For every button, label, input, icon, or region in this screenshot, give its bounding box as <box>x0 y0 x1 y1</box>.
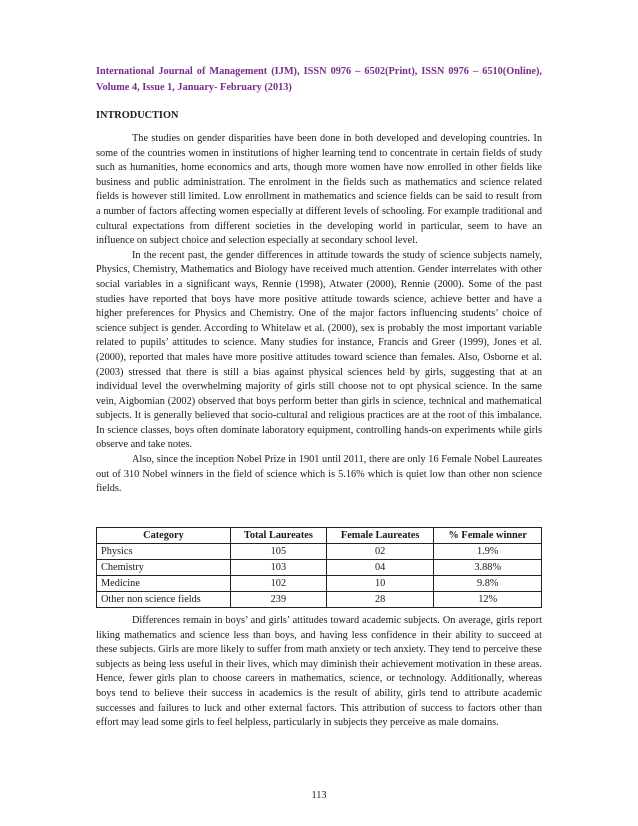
table-row <box>97 576 542 592</box>
cell-percent: 9.8% <box>434 576 542 592</box>
table-header-row <box>97 528 542 544</box>
cell-total: 103 <box>230 560 326 576</box>
paragraph: In the recent past, the gender differences in attitude towards the study of science subjects namely, Physics, Chemistry, Mathematics and Biology have received much attention. Gender interrelates with other social variables in a significant ways, Rennie (1998), Atwater (2000), Rennie (2000). Some of the past studies have reported that boys have more positive attitude towards science, achieve better and have a higher preferences for Physics and Chemistry. One of the major factors influencing students’ choice of science subject is gender. According to Whitelaw et al. (2000), sex is probably the most important variable related to pupils’ attitudes to science. Many studies for instance, Francis and Greer (1999), Jones et al. (2000), reported that males have more positive attitudes toward science than females. Also, Osborne et al. (2003) stressed that there is still a bias against physical sciences held by girls, suggesting that at an individual level the overwhelming majority of girls still choose not to opt physical science. In the same vein, Aigbomian (2002) observed that boys perform better than girls in science, technical and mathematical subjects. It is generally believed that socio-cultural and religious practices are at the root of this imbalance. In science classes, boys often dominate laboratory equipment, controlling hands-on experiments while girls observe and take notes. <box>96 249 542 451</box>
col-header-female: Female Laureates <box>326 528 434 544</box>
paragraph: Differences remain in boys’ and girls’ attitudes toward academic subjects. On average, girls report liking mathematics and science less than boys, and having less confidence in their ability to succeed at these subjects. Girls are more likely to suffer from math anxiety or tech anxiety. They tend to perceive these subjects as being less useful in their lives, which may diminish their achievement motivation in these areas. Hence, fewer girls plan to choose careers in mathematics, science, or technology. Additionally, whereas boys tend to believe their success in academics is the result of ability, girls tend to attribute academic successes and failures to luck and other external factors. This attribution of success to factors other than effort may lead some girls to feel helpless, particularly in subjects they perceive as male domains. <box>96 615 542 729</box>
cell-category: Medicine <box>97 576 231 592</box>
section-title: INTRODUCTION <box>96 110 179 121</box>
col-header-total: Total Laureates <box>230 528 326 544</box>
attitudes-body <box>96 614 542 731</box>
cell-female: 02 <box>326 544 434 560</box>
cell-percent: 1.9% <box>434 544 542 560</box>
cell-total: 102 <box>230 576 326 592</box>
paragraph: Also, since the inception Nobel Prize in 1901 until 2011, there are only 16 Female Nobel Laureates out of 310 Nobel winners in the field of science which is 5.16% which is quiet low than other non science fields. <box>96 454 542 495</box>
col-header-category: Category <box>97 528 231 544</box>
cell-category: Other non science fields <box>97 592 231 608</box>
cell-percent: 3.88% <box>434 560 542 576</box>
cell-category: Physics <box>97 544 231 560</box>
cell-percent: 12% <box>434 592 542 608</box>
cell-category: Chemistry <box>97 560 231 576</box>
cell-female: 10 <box>326 576 434 592</box>
paragraph: The studies on gender disparities have been done in both developed and developing countries. In some of the countries women in institutions of higher learning tend to concentrate in certain fields of study such as humanities, home economics and arts, though more women have now enrolled in other fields like business and public administration. The enrolment in the fields such as mathematics and science related fields is however still limited. Low enrollment in mathematics and science fields can be said to result from a number of factors affecting women especially at different levels of schooling. For example traditional and cultural expectations from different societies in the developing world in particular, seem to have an influence on subject choice and selection especially at secondary school level. <box>96 133 542 247</box>
table-row <box>97 544 542 560</box>
nobel-laureates-table <box>96 527 542 608</box>
intro-body <box>96 132 542 497</box>
journal-header: International Journal of Management (IJM), ISSN 0976 – 6502(Print), ISSN 0976 – 6510(Online), Volume 4, Issue 1, January- February (2013) <box>96 66 542 93</box>
page-number: 113 <box>311 790 327 801</box>
table-row <box>97 592 542 608</box>
table-row <box>97 560 542 576</box>
col-header-percent: % Female winner <box>434 528 542 544</box>
cell-female: 28 <box>326 592 434 608</box>
nobel-table-container <box>96 527 542 608</box>
cell-total: 105 <box>230 544 326 560</box>
cell-total: 239 <box>230 592 326 608</box>
cell-female: 04 <box>326 560 434 576</box>
